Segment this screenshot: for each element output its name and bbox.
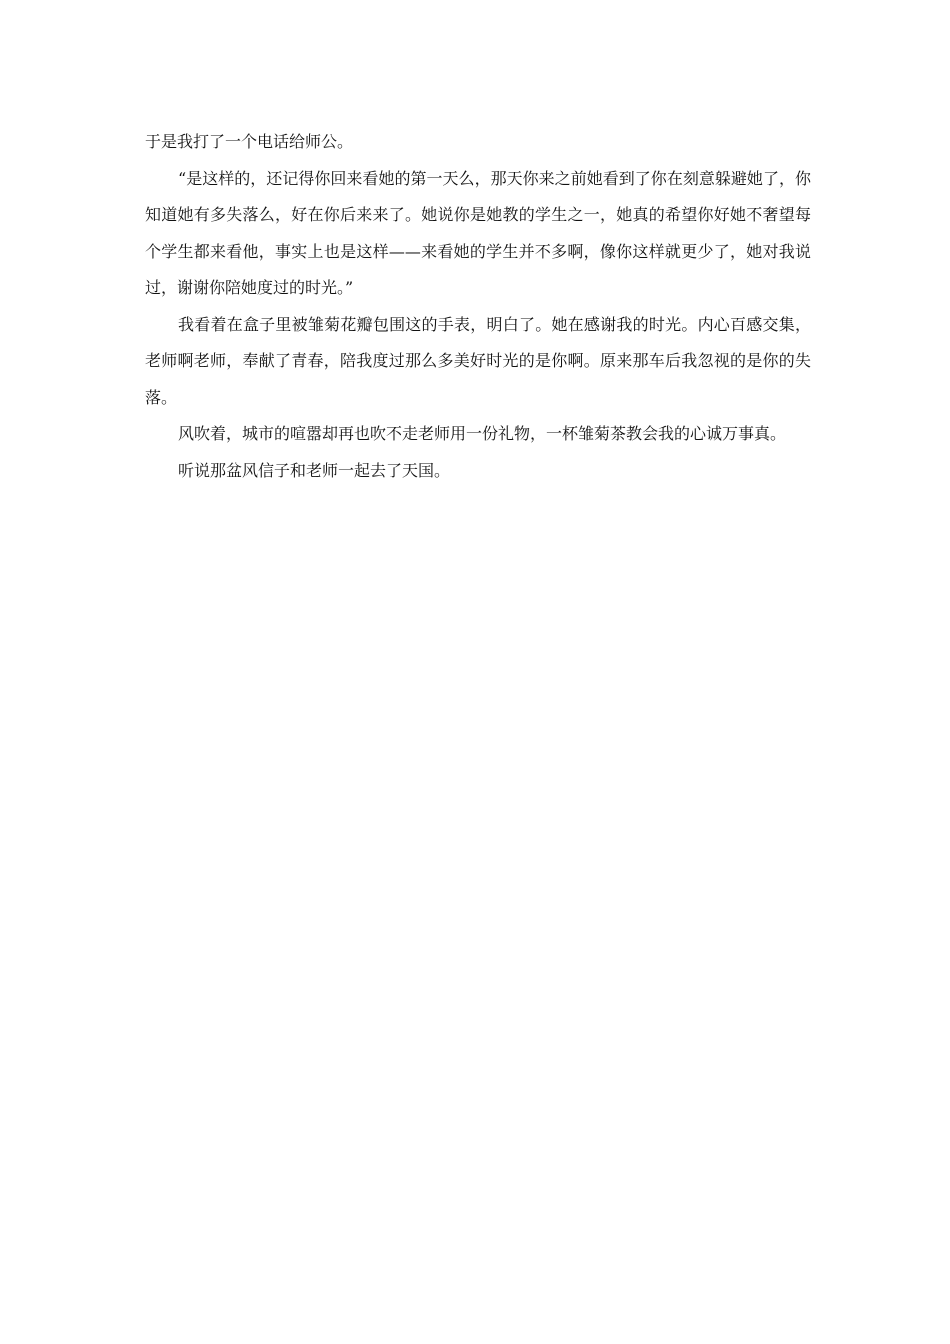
paragraph-1: 于是我打了一个电话给师公。 bbox=[145, 132, 354, 151]
paragraph-2: “是这样的，还记得你回来看她的第一天么，那天你来之前她看到了你在刻意躲避她了，你知道她有多失落么，好在你后来来了。她说你是她教的学生之一，她真的希望你好她不奢望每个学生都来看他，事实上也是这样——来看她的学生并不多啊，像你这样就更少了，她对我说过，谢谢你陪她度过的时光。” bbox=[145, 168, 811, 297]
document-body bbox=[145, 124, 811, 489]
paragraph-5: 听说那盆风信子和老师一起去了天国。 bbox=[178, 460, 451, 480]
paragraph-3: 我看着在盒子里被雏菊花瓣包围这的手表，明白了。她在感谢我的时光。内心百感交集，老师啊老师，奉献了青春，陪我度过那么多美好时光的是你啊。原来那车后我忽视的是你的失落。 bbox=[145, 314, 811, 407]
paragraph-4: 风吹着，城市的喧嚣却再也吹不走老师用一份礼物，一杯雏菊茶教会我的心诚万事真。 bbox=[178, 424, 787, 443]
